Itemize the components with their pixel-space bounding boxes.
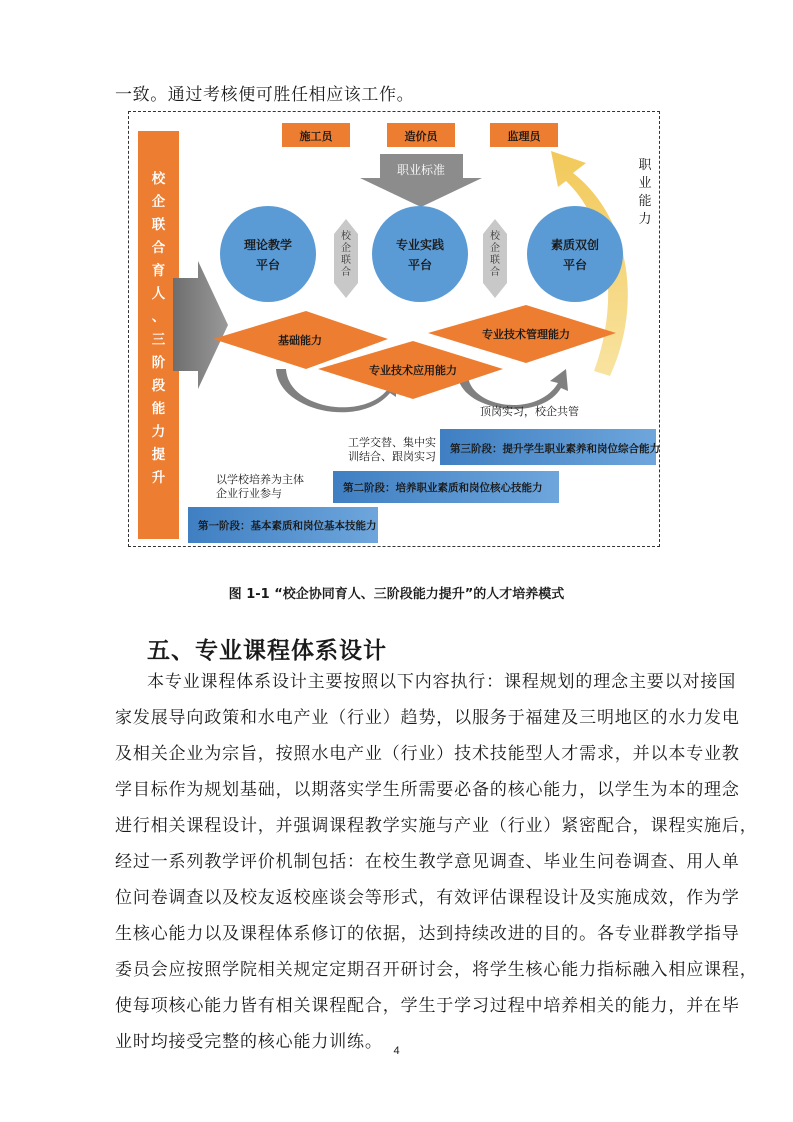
job-standard-label: 职业标准 xyxy=(396,163,446,177)
svg-text:第三阶段：提升学生职业素养和岗位综合能力: 第三阶段：提升学生职业素养和岗位综合能力 xyxy=(450,443,660,455)
svg-text:平台: 平台 xyxy=(407,258,433,272)
connector-label-left: 校企联合 xyxy=(341,231,351,278)
job-standard-arrow xyxy=(360,154,482,207)
paragraph-line: 位问卷调查以及校友返校座谈会等形式，有效评估课程设计及实施成效，作为学 xyxy=(115,888,740,908)
svg-text:平台: 平台 xyxy=(562,258,588,272)
paragraph-line: 委员会应按照学院相关规定定期召开研讨会，将学生核心能力指标融入相应课程， xyxy=(115,960,758,980)
role-box-supervisor xyxy=(490,123,558,147)
note-work-study-line1: 工学交替、集中实 xyxy=(348,436,436,449)
svg-text:第二阶段：培养职业素质和岗位核心技能力: 第二阶段：培养职业素质和岗位核心技能力 xyxy=(343,482,543,494)
svg-text:素质双创: 素质双创 xyxy=(550,238,600,252)
svg-text:施工员: 施工员 xyxy=(299,130,333,143)
vertical-banner-label: 校企联合育人、三阶段能力提升 xyxy=(151,171,166,486)
paragraph-line: 经过一系列教学评价机制包括：在校生教学意见调查、毕业生问卷调查、用人单 xyxy=(115,852,740,872)
page-number: 4 xyxy=(393,1045,400,1057)
role-box-construction xyxy=(282,123,350,147)
paragraph-line: 本专业课程体系设计主要按照以下内容执行：课程规划的理念主要以对接国 xyxy=(147,672,737,692)
svg-text:基础能力: 基础能力 xyxy=(278,334,322,347)
big-arrow-right xyxy=(173,261,228,389)
note-school-line2: 企业行业参与 xyxy=(216,487,282,500)
stage-bar-2 xyxy=(333,471,559,503)
figure-caption: 图 1-1 “校企协同育人、三阶段能力提升”的人才培养模式 xyxy=(228,587,565,602)
svg-text:造价员: 造价员 xyxy=(404,130,438,143)
note-post-internship: 顶岗实习，校企共管 xyxy=(480,405,579,418)
talent-model-diagram xyxy=(128,111,660,547)
paragraph-line: 生核心能力以及课程体系修订的依据，达到持续改进的目的。各专业群教学指导 xyxy=(115,924,740,944)
paragraph-line: 进行相关课程设计，并强调课程教学实施与产业（行业）紧密配合，课程实施后， xyxy=(115,816,758,836)
svg-text:专业技术管理能力: 专业技术管理能力 xyxy=(482,328,570,341)
svg-text:监理员: 监理员 xyxy=(507,130,541,143)
platform-theory xyxy=(220,206,316,302)
vocational-ability-label: 职业能力 xyxy=(638,158,652,227)
svg-text:专业技术应用能力: 专业技术应用能力 xyxy=(369,364,457,377)
note-work-study-line2: 训结合、跟岗实习 xyxy=(348,450,436,463)
svg-text:第一阶段：基本素质和岗位基本技能力: 第一阶段：基本素质和岗位基本技能力 xyxy=(198,520,377,532)
paragraph-line: 使每项核心能力皆有相关课程配合，学生于学习过程中培养相关的能力，并在毕 xyxy=(115,996,740,1016)
svg-text:专业实践: 专业实践 xyxy=(395,238,445,252)
ability-management xyxy=(428,305,616,363)
platform-practice xyxy=(372,206,468,302)
paragraph-line: 学目标作为规划基础，以期落实学生所需要必备的核心能力，以学生为本的理念 xyxy=(115,780,740,800)
paragraph-line: 业时均接受完整的核心能力训练。 xyxy=(115,1032,383,1052)
top-line: 一致。通过考核便可胜任相应该工作。 xyxy=(115,85,415,105)
paragraph-line: 家发展导向政策和水电产业（行业）趋势，以服务于福建及三明地区的水力发电 xyxy=(115,708,740,728)
stage-bar-3 xyxy=(440,429,660,465)
paragraph-line: 及相关企业为宗旨，按照水电产业（行业）技术技能型人才需求，并以本专业教 xyxy=(115,744,740,764)
platform-quality xyxy=(527,206,623,302)
role-box-cost xyxy=(387,123,455,147)
svg-text:理论教学: 理论教学 xyxy=(243,238,293,252)
svg-text:平台: 平台 xyxy=(255,258,281,272)
note-school-line1: 以学校培养为主体 xyxy=(216,473,304,486)
section-heading: 五、专业课程体系设计 xyxy=(147,638,387,664)
connector-label-right: 校企联合 xyxy=(490,231,500,278)
stage-bar-1 xyxy=(188,507,378,543)
